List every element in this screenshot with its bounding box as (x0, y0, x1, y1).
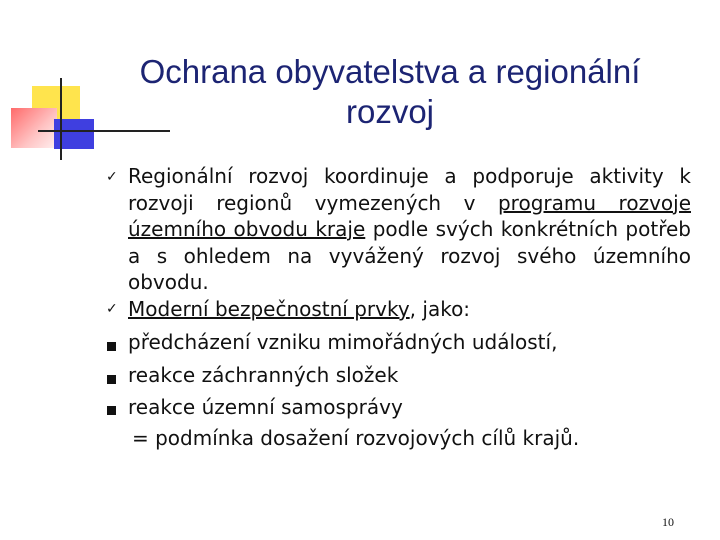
check-icon: ✓ (106, 301, 118, 317)
square-bullet-icon (107, 375, 116, 384)
square-bullet-icon (107, 406, 116, 415)
red-square-decoration (11, 108, 57, 148)
page-number: 10 (662, 515, 674, 529)
check-icon: ✓ (106, 169, 118, 185)
bullet-line-2: Moderní bezpečnostní prvky, jako: (128, 297, 471, 321)
square-bullet-icon (107, 342, 116, 351)
bullet-line-3: předcházení vzniku mimořádných událostí, (128, 330, 558, 354)
moderni-prvky-underlined: Moderní bezpečnostní prvky (128, 297, 410, 321)
bullet-line-5: reakce územní samosprávy (128, 395, 403, 419)
vertical-line-decoration (60, 78, 62, 160)
program-rozvoje-underlined: programu rozvoje územního obvodu kraje (128, 190, 691, 241)
conclusion-line: = podmínka dosažení rozvojových cílů krajů. (132, 426, 580, 450)
title-line-2: rozvoj (345, 93, 435, 130)
bullet-line-4: reakce záchranných složek (128, 363, 399, 387)
bullet-paragraph-1: Regionální rozvoj koordinuje a podporuje aktivity k rozvoji regionů vymezených v programu rozvoje územního obvodu kraje podle svých konkrétních potřeb a s ohledem na vyvážený rozvoj svého územního obvodu. (128, 164, 691, 294)
slide-title (100, 52, 680, 132)
title-line-1: Ochrana obyvatelstva a regionální (139, 53, 641, 90)
